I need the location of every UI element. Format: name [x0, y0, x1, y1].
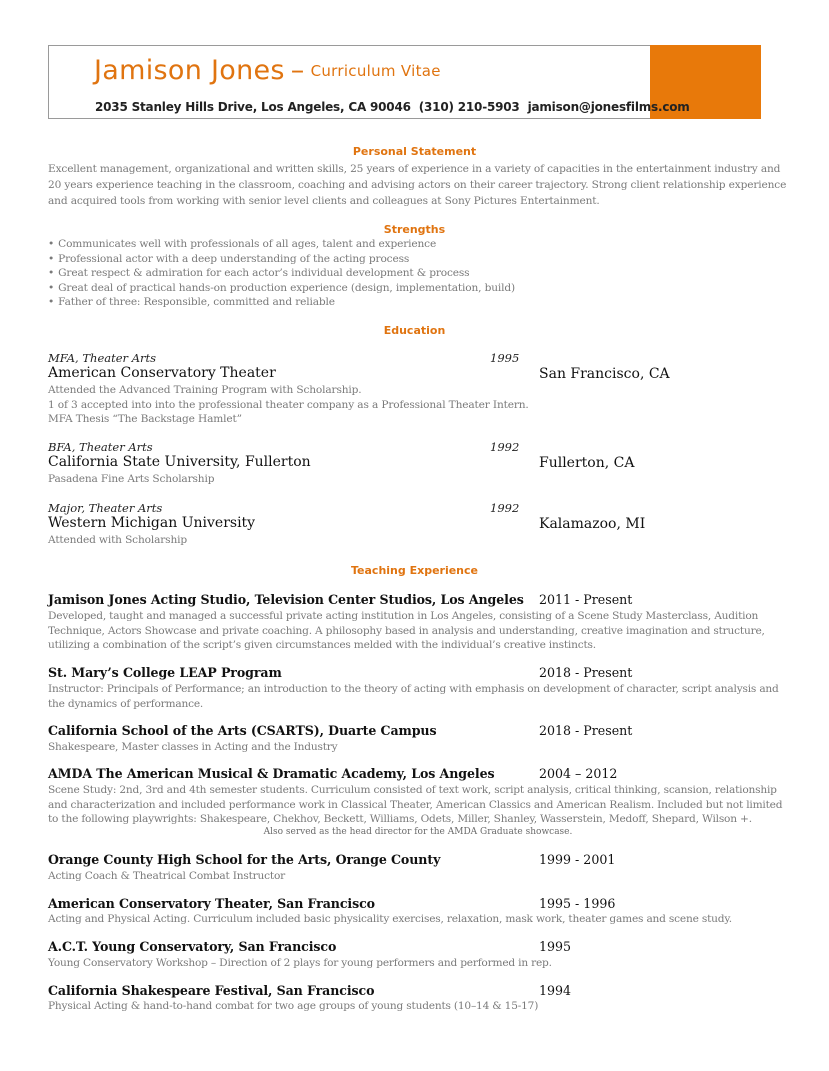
edu-detail: Attended with Scholarship: [48, 534, 188, 546]
job-description: Acting and Physical Acting. Curriculum included basic physicality exercises, relaxation, mask work, theater games and scene study.: [48, 913, 732, 925]
job-title: California Shakespeare Festival, San Francisco: [48, 983, 375, 998]
personal-statement-text: Excellent management, organizational and written skills, 25 years of experience in a variety of capacities in the entertainment industry and 20 years experience teaching in the classroom, coaching and advising actors on their career trajectory. Strong client relationship experience and acquired tools from working with senior level clients and colleagues at Sony Pictures Entertainment.: [48, 163, 787, 207]
list-item: • Father of three: Responsible, committed and reliable: [48, 295, 748, 310]
list-item: • Professional actor with a deep understanding of the acting process: [48, 252, 748, 267]
list-item: • Great deal of practical hands-on production experience (design, implementation, build): [48, 281, 748, 296]
job-title: Jamison Jones Acting Studio, Television Center Studios, Los Angeles: [48, 592, 524, 607]
job-dates: 2018 - Present: [539, 723, 633, 738]
strengths-title: Strengths: [383, 223, 446, 236]
edu-location: San Francisco, CA: [539, 366, 670, 382]
list-item: • Communicates well with professionals of all ages, talent and experience: [48, 237, 748, 252]
edu-location: Kalamazoo, MI: [539, 516, 646, 532]
edu-school: California State University, Fullerton: [48, 454, 311, 470]
job-description: Acting Coach & Theatrical Combat Instructor: [48, 870, 285, 882]
edu-degree: BFA, Theater Arts: [48, 440, 153, 454]
edu-degree: Major, Theater Arts: [48, 501, 163, 515]
job-title: California School of the Arts (CSARTS), Duarte Campus: [48, 723, 437, 738]
email: jamison@jonesfilms.com: [527, 100, 690, 114]
teaching-title: Teaching Experience: [351, 564, 478, 577]
job-description: Young Conservatory Workshop – Direction of 2 plays for young performers and performed in rep.: [48, 957, 552, 969]
job-dates: 1995 - 1996: [539, 896, 616, 911]
job-title: Orange County High School for the Arts, Orange County: [48, 852, 441, 867]
job-description: Physical Acting & hand-to-hand combat for two age groups of young students (10–14 & 15-17): [48, 1000, 539, 1012]
contact-line: [95, 100, 694, 114]
job-title: A.C.T. Young Conservatory, San Francisco: [48, 939, 337, 954]
doc-type: Curriculum Vitae: [310, 62, 441, 80]
job-description: Scene Study: 2nd, 3rd and 4th semester students. Curriculum consisted of text work, script analysis, critical thinking, scansion, relationship and characterization and included performance work in Classical Theater, American Classics and American Realism. Included but not limited to the following playwrights: Shakespeare, Chekhov, Beckett, Williams, Odets, Miller, Shanley, Wasserstein, Medoff, Shepard, Wilson +.: [48, 784, 783, 826]
edu-school: American Conservatory Theater: [48, 365, 276, 381]
list-item: • Great respect & admiration for each actor’s individual development & process: [48, 266, 748, 281]
name-dash: –: [290, 55, 305, 86]
job-dates: 2018 - Present: [539, 665, 633, 680]
job-title: St. Mary’s College LEAP Program: [48, 665, 282, 680]
job-description: Developed, taught and managed a successful private acting institution in Los Angeles, consisting of a Scene Study Masterclass, Audition Technique, Actors Showcase and private coaching. A philosophy based in analysis and understanding, creative imagination and structure, utilizing a combination of the script’s given circumstances melded with the individual’s creative instincts.: [48, 610, 765, 652]
edu-location: Fullerton, CA: [539, 455, 635, 471]
edu-detail: 1 of 3 accepted into into the professional theater company as a Professional Theater Intern.: [48, 399, 529, 411]
education-title: Education: [383, 324, 446, 337]
phone: (310) 210-5903: [418, 100, 520, 114]
address: 2035 Stanley Hills Drive, Los Angeles, CA 90046: [95, 100, 411, 114]
edu-detail: Attended the Advanced Training Program with Scholarship.: [48, 384, 362, 396]
edu-degree: MFA, Theater Arts: [48, 351, 157, 365]
edu-year: 1995: [490, 351, 520, 365]
job-note: Also served as the head director for the AMDA Graduate showcase.: [263, 827, 573, 837]
personal-statement-title: Personal Statement: [352, 145, 477, 158]
job-dates: 1999 - 2001: [539, 852, 616, 867]
job-title: AMDA The American Musical & Dramatic Academy, Los Angeles: [48, 766, 495, 781]
job-title: American Conservatory Theater, San Francisco: [48, 896, 375, 911]
edu-year: 1992: [490, 501, 520, 515]
job-dates: 1994: [539, 983, 572, 998]
job-dates: 2004 – 2012: [539, 766, 618, 781]
job-dates: 2011 - Present: [539, 592, 633, 607]
strengths-list: [48, 237, 748, 310]
job-description: Instructor: Principals of Performance; an introduction to the theory of acting with emphasis on development of character, script analysis and the dynamics of performance.: [48, 683, 779, 710]
name-heading: [94, 55, 441, 86]
name-text: Jamison Jones: [94, 55, 285, 86]
edu-detail: Pasadena Fine Arts Scholarship: [48, 473, 215, 485]
edu-detail: MFA Thesis “The Backstage Hamlet”: [48, 413, 242, 425]
job-dates: 1995: [539, 939, 572, 954]
job-description: Shakespeare, Master classes in Acting and the Industry: [48, 741, 338, 753]
edu-school: Western Michigan University: [48, 515, 256, 531]
edu-year: 1992: [490, 440, 520, 454]
